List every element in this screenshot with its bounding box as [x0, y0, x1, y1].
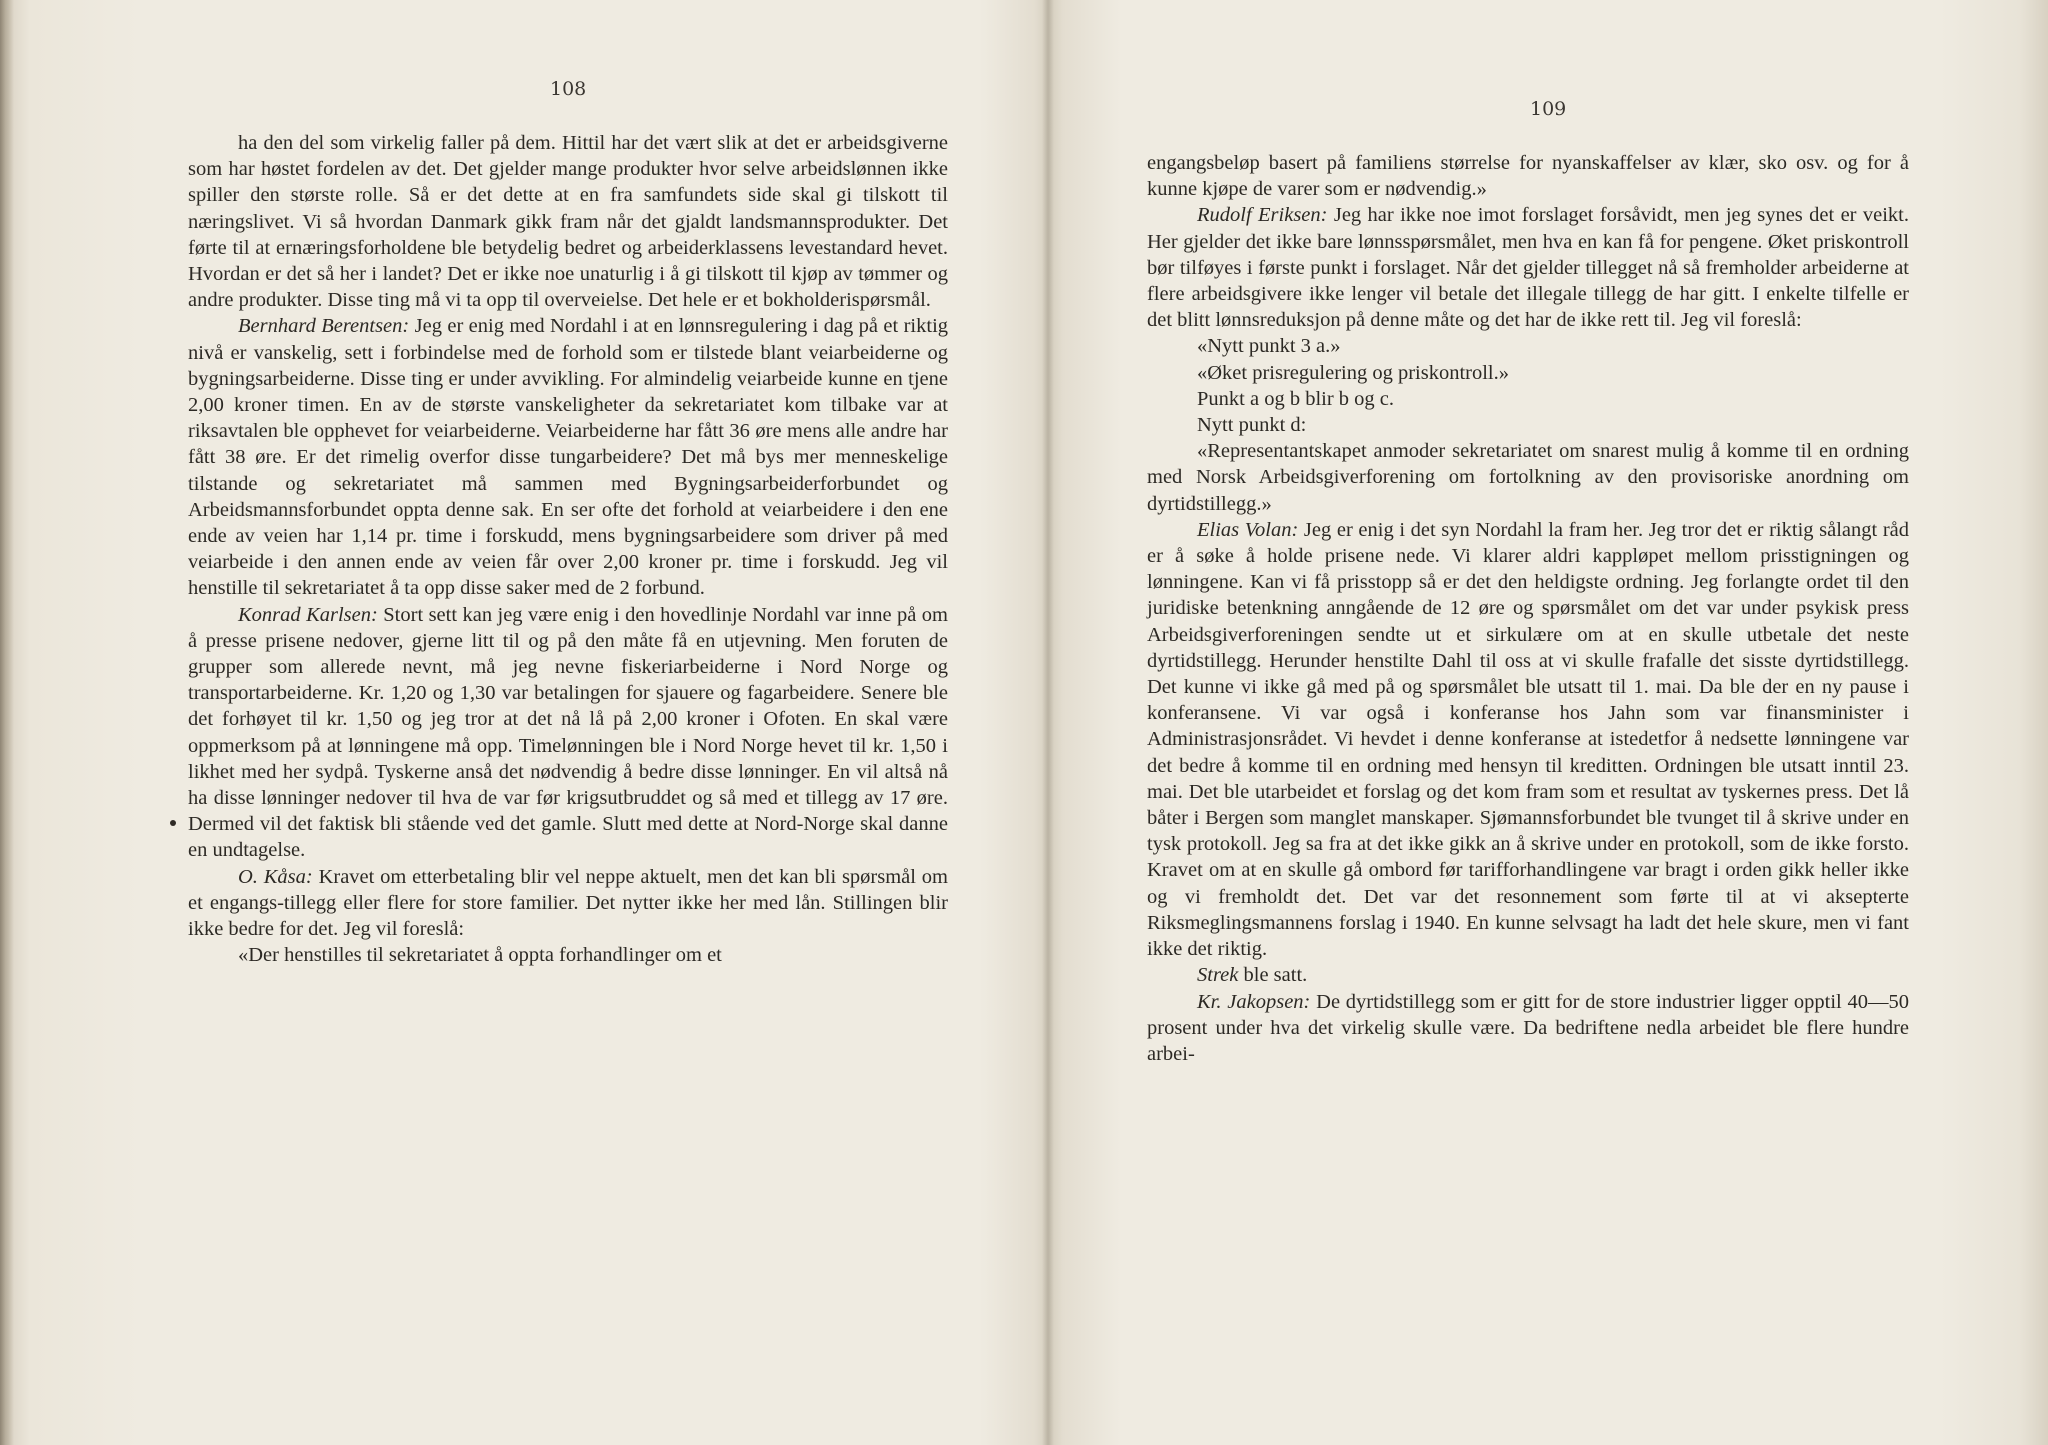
paragraph-text: engangsbeløp basert på familiens størrelse for nyanskaffelser av klær, sko osv. og for å kunne kjøpe de varer som er nødvendig.»: [1147, 152, 1909, 201]
proposal-quote: [188, 942, 948, 968]
paragraph-text: «Øket prisregulering og priskontroll.»: [1197, 361, 1510, 384]
book-gutter: [1042, 0, 1054, 1445]
paragraph-text: ha den del som virkelig faller på dem. Hittil har det vært slik at det er arbeidsgiverne som har høstet fordelen av det. Det gjelder mange produkter hvor selve arbeidslønnen ikke spiller den største rolle. Så er det dette at en fra samfundets side skal gi tilskott til næringslivet. Vi så hvordan Danmark gikk fram når det gjaldt landsmannsprodukter. Det førte til at ernæringsforholdene ble betydelig bedret og arbeiderklassens levestandard hevet. Hvordan er det så her i landet? Det er ikke noe unaturlig i å gi tilskott til kjøp av tømmer og andre produkter. Disse ting må vi ta opp til overveielse. Det hele er et bokholderispørsmål.: [188, 132, 948, 312]
proposal-quote: [1147, 412, 1909, 438]
paragraph-text: «Nytt punkt 3 a.»: [1197, 335, 1341, 358]
speaker-name: O. Kåsa:: [238, 865, 313, 888]
book-edge: [0, 0, 14, 1445]
page-number-left: 108: [550, 78, 587, 100]
margin-dot-mark: [170, 820, 176, 826]
paragraph: [188, 602, 948, 864]
paragraph: [1147, 202, 1909, 333]
paragraph-text: Punkt a og b blir b og c.: [1197, 387, 1395, 410]
paragraph-text: «Representantskapet anmoder sekretariatet om snarest mulig å komme til en ordning med Norsk Arbeidsgiverforening om fortolkning av den provisoriske anordning om dyrtidstillegg.»: [1147, 440, 1909, 515]
paragraph-text: «Der henstilles til sekretariatet å oppta forhandlinger om et: [238, 944, 722, 967]
speaker-name: Bernhard Berentsen:: [238, 315, 410, 338]
paragraph-text: Jeg er enig med Nordahl i at en lønnsregulering i dag på et riktig nivå er vanskelig, sett i forbindelse med de forhold som er tilstede blant veiarbeiderne og bygningsarbeiderne. Disse ting er under avvikling. For almindelig veiarbeide kunne en tjene 2,00 kroner timen. En av de største vanskeligheter da sekretariatet kom tilbake var at riksavtalen ble opphevet for veiarbeiderne. Veiarbeiderne har fått 36 øre mens alle andre har fått 38 øre. Er det rimelig overfor disse tungarbeidere? Det må bys mer menneskelige tilstande og sekretariatet må sammen med Bygningsarbeiderforbundet og Arbeidsmannsforbundet oppta denne sak. En ser ofte det forhold at veiarbeidere i den ene ende av veien har 1,14 pr. time i forskudd, mens bygningsarbeidere som driver på med veiarbeide i den annen ende av veien får over 2,00 kroner pr. time i forskudd. Jeg vil henstille til sekretariatet å ta opp disse saker med de 2 forbund.: [188, 315, 949, 600]
paragraph-text: De dyrtidstillegg som er gitt for de store industrier ligger opptil 40—50 prosent under hva det virkelig skulle være. Da bedriftene nedla arbeidet ble flere hundre arbei-: [1147, 990, 1909, 1065]
paragraph: [1147, 517, 1909, 962]
paragraph: [1147, 989, 1909, 1068]
right-page-text: [1147, 150, 1909, 1067]
paragraph-text: Nytt punkt d:: [1197, 414, 1307, 437]
proposal-quote: [1147, 360, 1909, 386]
speaker-name: Kr. Jakopsen:: [1197, 990, 1311, 1013]
speaker-name: Konrad Karlsen:: [238, 603, 378, 626]
paragraph-text: Stort sett kan jeg være enig i den hovedlinje Nordahl var inne på om å presse prisene nedover, gjerne litt til og på den måte få en utjevning. Men foruten de grupper som allerede nevnt, må jeg nevne fiskeriarbeiderne i Nord Norge og transportarbeiderne. Kr. 1,20 og 1,30 var betalingen for sjauere og fagarbeidere. Senere ble det forhøyet til kr. 1,50 og jeg tror at det nå lå på 2,00 kroner i Ofoten. En skal være oppmerksom på at lønningene må opp. Timelønningen ble i Nord Norge hevet til kr. 1,50 i likhet med her sydpå. Tyskerne anså det nødvendig å bedre disse lønninger. En vil altså nå ha disse lønninger nedover til hva de var før krigsutbruddet og så med et tillegg av 17 øre. Dermed vil det faktisk bli stående ved det gamle. Slutt med dette at Nord-Norge skal danne en undtagelse.: [188, 603, 949, 862]
proposal-quote: [1147, 386, 1909, 412]
paragraph: [188, 313, 948, 601]
paragraph: [1147, 962, 1909, 988]
paragraph: [188, 864, 948, 943]
speaker-name: Strek: [1197, 964, 1239, 987]
proposal-quote: [1147, 333, 1909, 359]
proposal-quote: [1147, 438, 1909, 517]
paragraph-text: Jeg har ikke noe imot forslaget forsåvidt, men jeg synes det er veikt. Her gjelder det ikke bare lønnsspørsmålet, men hva en kan få for pengene. Øket priskontroll bør tilføyes i første punkt i forslaget. Når det gjelder tillegget nå så fremholder arbeiderne at flere arbeidsgivere ikke lenger vil betale det illegale tillegg de har gitt. I enkelte tilfelle er det blitt lønnsreduksjon på denne måte og det har de ikke rett til. Jeg vil foreslå:: [1147, 204, 1909, 332]
speaker-name: Elias Volan:: [1197, 518, 1299, 541]
left-page-text: [188, 130, 948, 969]
speaker-name: Rudolf Eriksen:: [1197, 204, 1328, 227]
paragraph-text: Kravet om etterbetaling blir vel neppe aktuelt, men det kan bli spørsmål om et engangs-tillegg eller flere for store familier. Det nytter ikke her med lån. Stillingen blir ikke bedre for det. Jeg vil foreslå:: [188, 865, 948, 941]
paragraph-text: ble satt.: [1243, 964, 1308, 987]
page-number-right: 109: [1530, 98, 1567, 120]
paragraph-text: Jeg er enig i det syn Nordahl la fram her. Jeg tror det er riktig sålangt råd er å søke å holde prisene nede. Vi klarer aldri kappløpet mellom prisstigningen og lønningene. Kan vi få prisstopp så er det den heldigste ordning. Jeg forlangte ordet til den juridiske betenkning anngående de 12 øre og spørsmålet om det var under psykisk press Arbeidsgiverforeningen sendte ut et sirkulære om at en skulle utbetale det neste dyrtidstillegg. Herunder henstilte Dahl til oss at vi skulle frafalle det sisste dyrtidstillegg. Det kunne vi ikke gå med på og spørsmålet ble utsatt til 1. mai. Da ble der en ny pause i konferansene. Vi var også i konferanse hos Jahn som var finansminister i Administrasjonsrådet. Vi hevdet i denne konferanse at istedetfor å nedsette lønningene var det bedre å komme til en ordning med hensyn til kreditten. Ordningen ble utsatt inntil 23. mai. Det ble utarbeidet et forslag og det kom fram som et resultat av tyskernes press. Det lå båter i Bergen som manglet manskaper. Sjømannsforbundet ble tvunget til å skrive under en tysk protokoll. Jeg sa fra at det ikke gikk an å skrive under en protokoll, som de ikke forsto. Kravet om at en skulle gå ombord før tarifforhandlingene var bragt i orden gikk heller ikke og vi fremholdt det. Det var det resonnement som førte til at vi aksepterte Riksmeglingsmannens forslag i 1940. En kunne selvsagt ha ladt det hele skure, men vi fant ikke det riktig.: [1147, 518, 1910, 961]
paragraph: [1147, 150, 1909, 202]
paragraph: [188, 130, 948, 313]
